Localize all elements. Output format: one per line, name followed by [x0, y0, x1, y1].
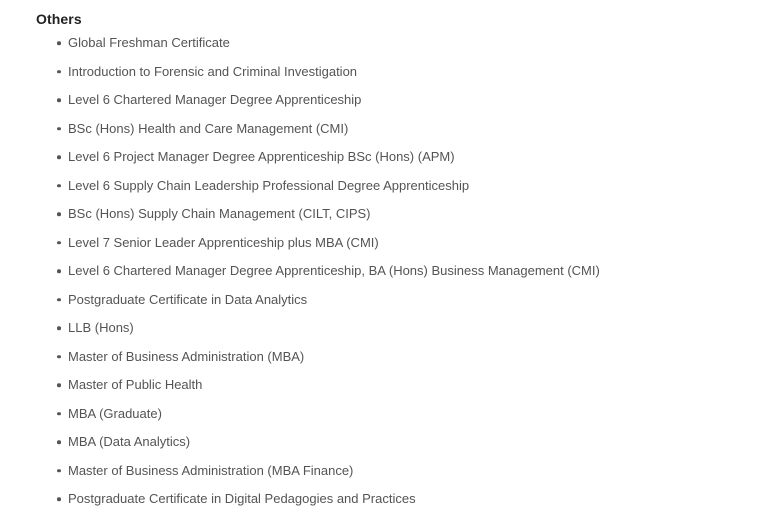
course-list-item: Level 6 Project Manager Degree Apprenticeship BSc (Hons) (APM)	[68, 143, 748, 172]
course-list-item: Master of Business Administration (MBA Finance)	[68, 457, 748, 486]
course-list-item: BSc (Hons) Health and Care Management (CMI)	[68, 115, 748, 144]
course-list-item: Level 6 Supply Chain Leadership Professional Degree Apprenticeship	[68, 172, 748, 201]
course-list-item: Level 6 Chartered Manager Degree Apprenticeship	[68, 86, 748, 115]
course-list-item: BSc (Hons) Supply Chain Management (CILT, CIPS)	[68, 200, 748, 229]
course-list-item: MBA (Data Analytics)	[68, 428, 748, 457]
course-list-item: Level 7 Senior Leader Apprenticeship plus MBA (CMI)	[68, 229, 748, 258]
course-list-item: Postgraduate Certificate in Digital Pedagogies and Practices	[68, 485, 748, 514]
course-list-item: Introduction to Forensic and Criminal Investigation	[68, 58, 748, 87]
course-list-item: Master of Business Administration (MBA)	[68, 343, 748, 372]
course-list-item: Master of Public Health	[68, 371, 748, 400]
course-list-item: MBA (Graduate)	[68, 400, 748, 429]
course-list-item: LLB (Hons)	[68, 314, 748, 343]
section-heading-others: Others	[36, 11, 82, 27]
course-list	[36, 29, 748, 514]
course-list-item: Global Freshman Certificate	[68, 29, 748, 58]
course-list-item: Postgraduate Certificate in Data Analytics	[68, 286, 748, 315]
course-list-item: Level 6 Chartered Manager Degree Apprenticeship, BA (Hons) Business Management (CMI)	[68, 257, 748, 286]
